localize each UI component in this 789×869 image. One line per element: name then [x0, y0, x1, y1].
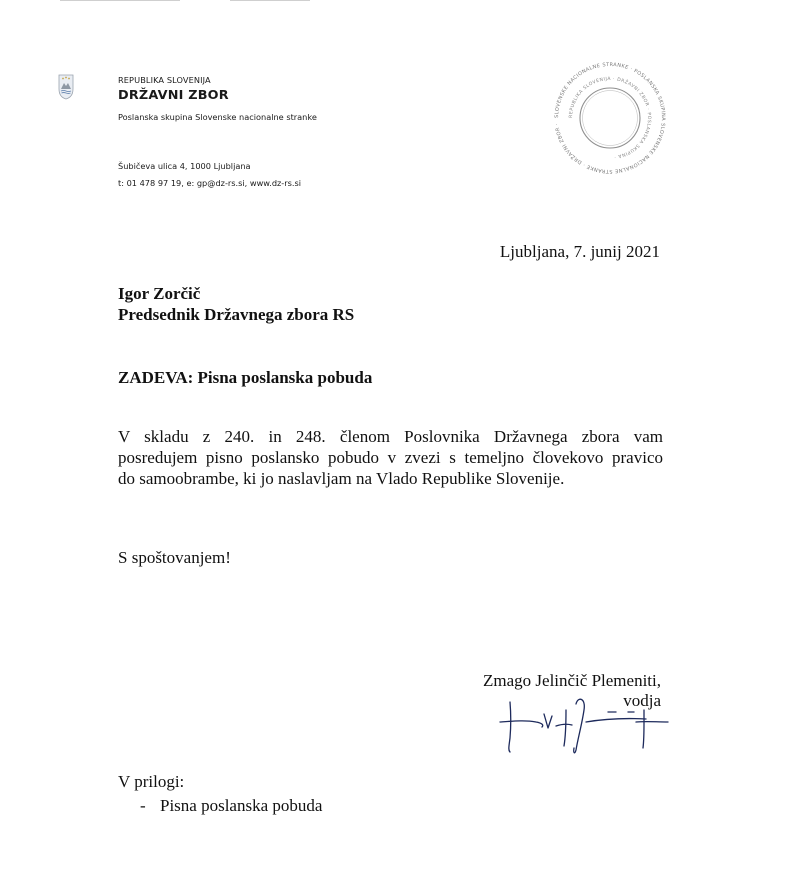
official-stamp-icon: [540, 56, 680, 180]
recipient-name: Igor Zorčič: [118, 284, 201, 303]
letterhead-country: REPUBLIKA SLOVENIJA: [118, 75, 211, 85]
seal-outer-text: SLOVENSKE NACIONALNE STRANKE · POSLANSKA SKUPINA SLOVENSKE NACIONALNE STRANKE · DRŽAVNI ZBOR ·: [553, 61, 667, 175]
letter-date: Ljubljana, 7. junij 2021: [499, 242, 660, 261]
letter-subject: ZADEVA: Pisna poslanska pobuda: [118, 368, 373, 387]
attachment-item: Pisna poslanska pobuda: [160, 796, 323, 815]
paragraph-line: V skladu z 240. in 248. členom Poslovnika Državnega zbora vam: [118, 427, 663, 446]
seal-inner-text: REPUBLIKA SLOVENIJA · DRŽAVNI ZBOR · POSLANSKA SKUPINA ·: [568, 76, 652, 159]
paragraph-line: posredujem pisno poslansko pobudo v zvezi s temeljno človekovo pravico: [118, 448, 663, 467]
handwritten-signature-icon: [496, 692, 676, 758]
top-edge-line: [60, 0, 180, 1]
attachment-bullet: -: [140, 796, 146, 815]
paragraph-line: do samoobrambe, ki jo naslavljam na Vlado Republike Slovenije.: [118, 469, 565, 488]
letterhead-address: Šubičeva ulica 4, 1000 Ljubljana: [118, 161, 251, 171]
letterhead-institution: DRŽAVNI ZBOR: [118, 88, 229, 103]
signatory-name: Zmago Jelinčič Plemeniti,: [483, 671, 661, 690]
closing-greeting: S spoštovanjem!: [118, 548, 231, 567]
letterhead-group: Poslanska skupina Slovenske nacionalne stranke: [118, 112, 317, 122]
recipient-title: Predsednik Državnega zbora RS: [118, 305, 355, 324]
slovenia-coat-of-arms-icon: [58, 74, 74, 100]
signatory-role: vodja: [623, 691, 661, 710]
attachments-label: V prilogi:: [118, 772, 185, 791]
top-edge-line: [230, 0, 310, 1]
letterhead-contact: t: 01 478 97 19, e: gp@dz-rs.si, www.dz-rs.si: [118, 178, 302, 188]
letter-paragraph: [118, 426, 663, 489]
